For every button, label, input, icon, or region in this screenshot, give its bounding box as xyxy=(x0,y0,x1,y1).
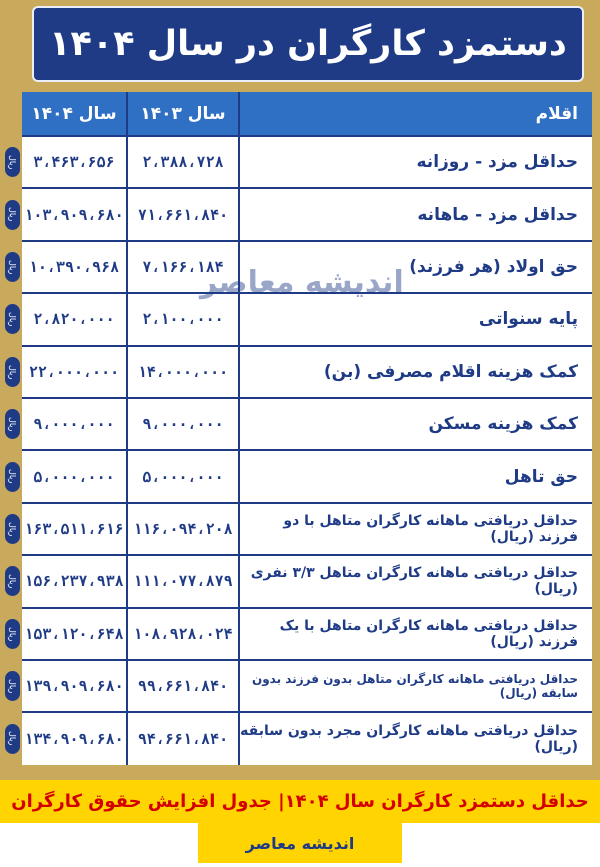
caption-text: حداقل دستمزد کارگران سال ۱۴۰۴| جدول افزایش حقوق کارگران xyxy=(11,791,589,812)
row-label: حداقل دریافتی ماهانه کارگران متاهل ۳/۳ نفری (ریال) xyxy=(250,565,578,598)
brand-bar xyxy=(198,823,402,863)
cell-1404: ۵،۰۰۰،۰۰۰ xyxy=(33,467,115,486)
currency-badge: ریال xyxy=(5,566,20,596)
currency-badge: ریال xyxy=(5,409,20,439)
cell-1403: ۱۱۶،۰۹۴،۲۰۸ xyxy=(133,519,233,538)
cell-1403: ۱۴،۰۰۰،۰۰۰ xyxy=(137,362,229,381)
cell-1404: ۱۳۴،۹۰۹،۶۸۰ xyxy=(24,729,124,748)
row-label: حداقل دریافتی ماهانه کارگران متاهل با یک فرزند (ریال) xyxy=(279,617,578,650)
cell-1403: ۱۰۸،۹۲۸،۰۲۴ xyxy=(133,624,233,643)
cell-1404: ۱۶۳،۵۱۱،۶۱۶ xyxy=(24,519,124,538)
currency-badge: ریال xyxy=(5,252,20,282)
watermark-text: اندیشه معاصر xyxy=(200,265,404,300)
currency-badge: ریال xyxy=(5,200,20,230)
cell-1403: ۹۴،۶۶۱،۸۴۰ xyxy=(137,729,229,748)
currency-badge: ریال xyxy=(5,357,20,387)
cell-1403: ۱۱۱،۰۷۷،۸۷۹ xyxy=(133,572,233,591)
cell-1404: ۲،۸۲۰،۰۰۰ xyxy=(33,310,115,329)
cell-1404: ۲۲،۰۰۰،۰۰۰ xyxy=(28,362,120,381)
row-label: حداقل مزد - ماهانه xyxy=(417,204,578,225)
brand-text: اندیشه معاصر xyxy=(245,833,355,853)
cell-1404: ۱۵۳،۱۲۰،۶۴۸ xyxy=(24,624,124,643)
row-label: حداقل دریافتی ماهانه کارگران مجرد بدون سابقه (ریال) xyxy=(240,722,578,755)
cell-1404: ۳،۴۶۳،۶۵۶ xyxy=(33,153,115,172)
row-label: حداقل دریافتی ماهانه کارگران متاهل بدون فرزند بدون سابقه (ریال) xyxy=(251,672,578,701)
currency-badge: ریال xyxy=(5,619,20,649)
header-items: اقلام xyxy=(240,92,592,136)
title-banner xyxy=(32,6,584,82)
caption-bar xyxy=(0,780,600,823)
currency-badge: ریال xyxy=(5,671,20,701)
cell-1403: ۹۹،۶۶۱،۸۴۰ xyxy=(137,677,229,696)
cell-1404: ۱۰۳،۹۰۹،۶۸۰ xyxy=(24,205,124,224)
cell-1403: ۹،۰۰۰،۰۰۰ xyxy=(142,415,224,434)
row-label: حق اولاد (هر فرزند) xyxy=(409,256,578,277)
currency-badge: ریال xyxy=(5,724,20,754)
cell-1403: ۷،۱۶۶،۱۸۴ xyxy=(142,257,224,276)
currency-badge: ریال xyxy=(5,514,20,544)
row-label: پایه سنواتی xyxy=(478,309,578,330)
cell-1403: ۲،۱۰۰،۰۰۰ xyxy=(142,310,224,329)
row-label: حداقل مزد - روزانه xyxy=(416,152,578,173)
cell-1404: ۱۵۶،۲۳۷،۹۳۸ xyxy=(24,572,124,591)
currency-badge: ریال xyxy=(5,304,20,334)
page-title: دستمزد کارگران در سال ۱۴۰۴ xyxy=(49,24,567,64)
cell-1403: ۷۱،۶۶۱،۸۴۰ xyxy=(137,205,229,224)
header-1403: سال ۱۴۰۳ xyxy=(128,92,238,136)
row-label: حداقل دریافتی ماهانه کارگران متاهل با دو فرزند (ریال) xyxy=(283,512,578,545)
header-1404: سال ۱۴۰۴ xyxy=(22,92,126,136)
cell-1404: ۱۳۹،۹۰۹،۶۸۰ xyxy=(24,677,124,696)
row-label: کمک هزینه مسکن xyxy=(428,414,578,435)
wage-table xyxy=(22,92,592,765)
cell-1403: ۲،۳۸۸،۷۲۸ xyxy=(142,153,224,172)
currency-badge: ریال xyxy=(5,147,20,177)
row-label: حق تاهل xyxy=(504,466,578,487)
cell-1404: ۹،۰۰۰،۰۰۰ xyxy=(33,415,115,434)
currency-badge: ریال xyxy=(5,462,20,492)
cell-1404: ۱۰،۳۹۰،۹۶۸ xyxy=(28,257,120,276)
cell-1403: ۵،۰۰۰،۰۰۰ xyxy=(142,467,224,486)
row-label: کمک هزینه اقلام مصرفی (بن) xyxy=(323,361,578,382)
